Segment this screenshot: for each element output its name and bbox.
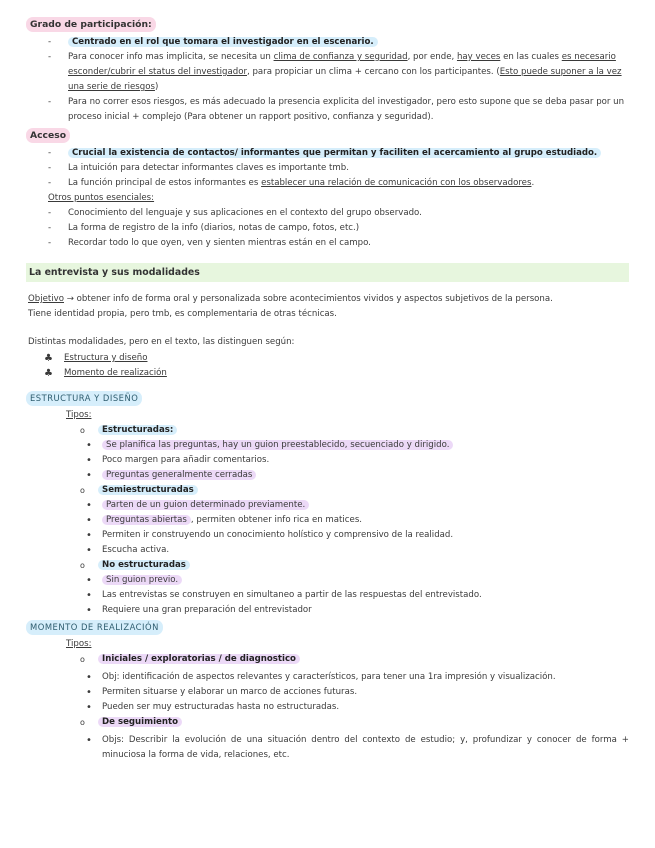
list-item: • Pueden ser muy estructuradas hasta no estructuradas. — [86, 700, 629, 715]
identidad-line: Tiene identidad propia, pero tmb, es complementaria de otras técnicas. — [28, 309, 337, 319]
list-item — [80, 483, 629, 498]
list-item: - Para no correr esos riesgos, es más adecuado la presencia explicita del investigador, pero esto supone que se deba pasar por un proceso inicial + complejo (Para obtener un rapport positivo, confianza y seguridad). — [48, 95, 629, 125]
type-estructuradas: Estructuradas: — [98, 425, 177, 435]
list-item: • Permiten ir construyendo un conocimiento holístico y comprensivo de la realidad. — [86, 528, 629, 543]
section-grado — [28, 17, 629, 125]
list-item: - Centrado en el rol que tomara el investigador en el escenario. — [48, 35, 629, 50]
iniciales-list — [28, 670, 629, 715]
list-item: - La función principal de estos informantes es establecer una relación de comunicación con los observadores. — [48, 176, 629, 191]
section-acceso — [28, 128, 629, 251]
list-item: - La forma de registro de la info (diarios, notas de campo, fotos, etc.) — [48, 221, 629, 236]
acceso-list — [28, 146, 629, 191]
list-item: • Permiten situarse y elaborar un marco de acciones futuras. — [86, 685, 629, 700]
modalidades-intro: Distintas modalidades, pero en el texto, las distinguen según: — [28, 337, 295, 347]
estructuradas-list — [28, 438, 629, 483]
objetivo-line: Objetivo → obtener info de forma oral y personalizada sobre acontecimientos vividos y aspectos subjetivos de la persona. — [28, 294, 553, 304]
list-item: ♣ Momento de realización — [44, 366, 629, 381]
list-item: • Preguntas generalmente cerradas — [86, 468, 629, 483]
semiestructuradas-list — [28, 498, 629, 558]
grado-list — [28, 35, 629, 125]
estructura-types — [28, 423, 629, 438]
list-item — [80, 652, 629, 667]
momento-types — [28, 715, 629, 730]
otros-puntos-label: Otros puntos esenciales: — [48, 193, 155, 203]
list-item — [80, 423, 629, 438]
list-item: • Preguntas abiertas , permiten obtener info rica en matices. — [86, 513, 629, 528]
noestructuradas-list — [28, 573, 629, 618]
list-item: • Obj: identificación de aspectos relevantes y característicos, para tener una 1ra impresión y visualización. — [86, 670, 629, 685]
list-item: • Objs: Describir la evolución de una situación dentro del contexto de estudio; y, profundizar y conocer de forma + minuciosa la forma de vida, relaciones, etc. — [86, 733, 629, 763]
list-item: - La intuición para detectar informantes claves es importante tmb. — [48, 161, 629, 176]
momento-types — [28, 652, 629, 667]
list-item: • Se planifica las preguntas, hay un guion preestablecido, secuenciado y dirigido. — [86, 438, 629, 453]
criterios-list — [28, 351, 629, 381]
list-item — [80, 558, 629, 573]
list-item: - Para conocer info mas implicita, se necesita un clima de confianza y seguridad, por ende, hay veces en las cuales es necesario esconder/cubrir el status del investigador, para propiciar un clima + cercano con los participantes. (Esto puede suponer a la vez una serie de riesgos) — [48, 50, 629, 95]
arrow-icon: → — [64, 294, 77, 304]
objetivo-label: Objetivo — [28, 294, 64, 304]
entrevista-title: La entrevista y sus modalidades — [26, 263, 629, 282]
list-item: • Las entrevistas se construyen en simultaneo a partir de las respuestas del entrevistado. — [86, 588, 629, 603]
estructura-types — [28, 483, 629, 498]
acceso-heading: Acceso — [26, 128, 70, 143]
type-iniciales: Iniciales / exploratorias / de diagnostico — [98, 654, 300, 664]
momento-heading: MOMENTO DE REALIZACIÓN — [26, 620, 163, 635]
list-item: - Crucial la existencia de contactos/ informantes que permitan y faciliten el acercamiento al grupo estudiado. — [48, 146, 629, 161]
type-semiestructuradas: Semiestructuradas — [98, 485, 198, 495]
tipos-label: Tipos: — [66, 410, 92, 420]
list-item: • Escucha activa. — [86, 543, 629, 558]
type-seguimiento: De seguimiento — [98, 717, 182, 727]
estructura-heading: ESTRUCTURA Y DISEÑO — [26, 391, 142, 406]
tipos-label: Tipos: — [66, 639, 92, 649]
grado-heading: Grado de participación: — [26, 17, 156, 32]
list-item: • Parten de un guion determinado previamente. — [86, 498, 629, 513]
list-item: • Requiere una gran preparación del entrevistador — [86, 603, 629, 618]
list-item: - Recordar todo lo que oyen, ven y sienten mientras están en el campo. — [48, 236, 629, 251]
estructura-types — [28, 558, 629, 573]
list-item: ♣ Estructura y diseño — [44, 351, 629, 366]
list-item: - Conocimiento del lenguaje y sus aplicaciones en el contexto del grupo observado. — [48, 206, 629, 221]
list-item: • Sin guion previo. — [86, 573, 629, 588]
list-item: • Poco margen para añadir comentarios. — [86, 453, 629, 468]
list-item — [80, 715, 629, 730]
type-noestructuradas: No estructuradas — [98, 560, 190, 570]
otros-list — [28, 206, 629, 251]
seguimiento-list — [28, 733, 629, 763]
